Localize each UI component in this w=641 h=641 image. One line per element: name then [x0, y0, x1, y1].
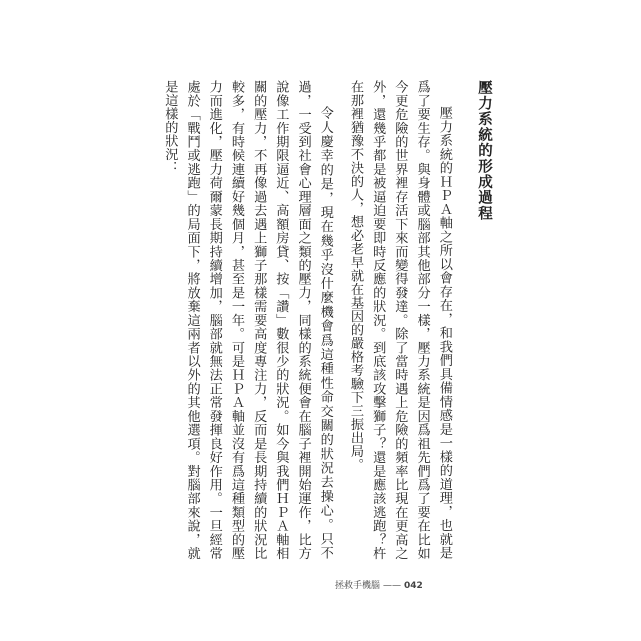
paragraph: 令人慶幸的是，現在幾乎沒什麼機會爲這種性命交關的狀況去操心。只不過，一受到社會心理層面之類的壓力，同樣的系統便會在腦子裡開始運作，比方說像工作期限逼近、高額房貸、按「讚」數很少的狀況。如今與我們ＨＰＡ軸相關的壓力，不再像過去遇上獅子那樣需要高度專注力，反而是長期持續的狀況比較多，有時候連續好幾個月，甚至是一年。可是ＨＰＡ軸並沒有爲這種類型的壓力而進化，壓力荷爾蒙長期持續增加，腦部就無法正常發揮良好作用。一旦經常處於「戰鬥或逃跑」的局面下，將放棄這兩者以外的其他選項。對腦部來說，就是這樣的狀況： [162, 80, 333, 560]
page-number: 042 [404, 581, 423, 591]
vertical-text-block [162, 80, 495, 560]
paragraph: 壓力系統的ＨＰＡ軸之所以會存在，和我們具備情感是一樣的道理，也就是爲了要生存。與身體或腦部其他部分一樣，壓力系統是因爲祖先們爲了要在比如今更危險的世界裡存活下來而變得發達。除了當時遇上危險的頻率比現在更高之外，還幾乎都是被逼迫要即時反應的狀況。到底該攻擊獅子？還是應該逃跑？杵在那裡猶豫不決的人，想必老早就在基因的嚴格考驗下三振出局。 [347, 80, 452, 560]
running-title: 拯救手機腦 [335, 581, 381, 591]
page-footer [335, 578, 423, 591]
section-title: 壓力系統的形成過程 [476, 80, 492, 222]
footer-separator: —— [383, 581, 402, 591]
